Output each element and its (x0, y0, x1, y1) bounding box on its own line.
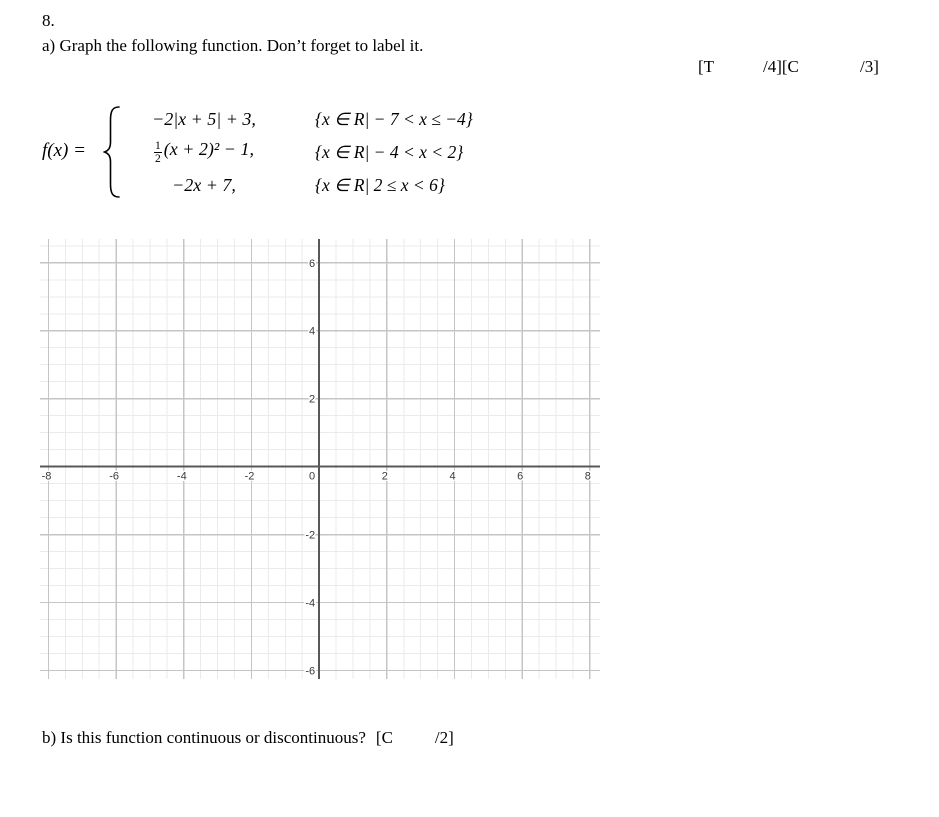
question-number: 8. (42, 11, 55, 30)
piecewise-function-definition (42, 103, 542, 203)
x-tick-label: 8 (584, 470, 591, 483)
y-tick-label: 2 (309, 393, 316, 406)
y-tick-label: -2 (305, 529, 316, 542)
part-a-prompt: a) Graph the following function. Don’t forget to label it. (42, 36, 424, 55)
piece-2-expression-rest: (x + 2)² − 1, (163, 139, 254, 160)
coordinate-grid (40, 239, 600, 679)
x-tick-label: -8 (41, 470, 52, 483)
part-b-question-text: b) Is this function continuous or discontinuous? (42, 728, 366, 747)
origin-label: 0 (309, 470, 316, 483)
x-tick-label: -4 (176, 470, 187, 483)
x-tick-label: 6 (517, 470, 524, 483)
fraction-numerator: 1 (155, 140, 161, 153)
y-tick-label: 6 (309, 257, 316, 270)
thinking-mark-value: /4][C (763, 57, 799, 76)
curly-brace-icon (103, 105, 121, 199)
part-a-marks (698, 57, 898, 79)
y-tick-label: -6 (305, 665, 316, 678)
y-tick-label: -4 (305, 597, 316, 610)
communication-mark-open: [C (375, 728, 393, 747)
x-tick-label: -2 (244, 470, 255, 483)
part-b-prompt (42, 728, 454, 748)
x-tick-label: -6 (109, 470, 120, 483)
communication-mark-value: /3] (860, 57, 879, 76)
piece-3-expression: −2x + 7, (172, 175, 236, 195)
piece-1-expression: −2|x + 5| + 3, (152, 109, 256, 129)
piece-3-domain: {x ∈ R| 2 ≤ x < 6} (315, 175, 445, 195)
function-lhs: f(x) = (42, 140, 86, 161)
fraction-one-half (154, 140, 162, 165)
piecewise-rows (124, 103, 473, 202)
piece-2-domain: {x ∈ R| − 4 < x < 2} (315, 142, 464, 162)
y-tick-label: 4 (309, 325, 316, 338)
x-tick-label: 2 (381, 470, 388, 483)
piece-1-domain: {x ∈ R| − 7 < x ≤ −4} (315, 109, 473, 129)
grid-canvas (40, 239, 600, 679)
communication-mark-b-value: /2] (434, 728, 454, 747)
x-tick-label: 4 (449, 470, 456, 483)
thinking-mark-open: [T (698, 57, 715, 76)
fraction-denominator: 2 (155, 153, 161, 166)
piece-2-expression (124, 139, 284, 165)
